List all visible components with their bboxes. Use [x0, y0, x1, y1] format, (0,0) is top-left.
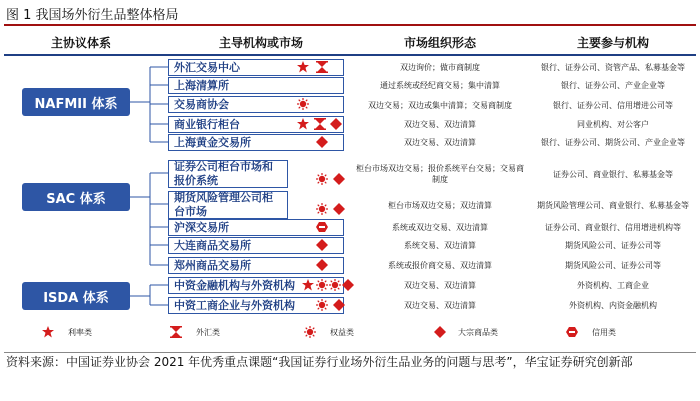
institution-label: 中资工商企业与外资机构	[174, 298, 295, 312]
institution-label: 郑州商品交易所	[174, 258, 251, 272]
legend-label-fx: 外汇类	[196, 328, 220, 337]
participants-sse-szse: 证券公司、商业银行、信用增进机构等	[545, 223, 681, 232]
legend-label-rate: 利率类	[68, 328, 92, 337]
institution-label: 沪深交易所	[174, 220, 229, 234]
hourglass-icon	[170, 326, 182, 338]
org-securities-otc: 柜台市场双边交易；报价系统平台交易；交易商制度	[356, 164, 524, 184]
participants-securities-otc: 证券公司、商业银行、私募基金等	[553, 169, 673, 179]
legend-label-commodity: 大宗商品类	[458, 328, 498, 337]
institution-label: 中资金融机构与外资机构	[174, 278, 295, 292]
system-nafmii: NAFMII 体系	[22, 88, 130, 116]
institution-label: 交易商协会	[174, 97, 229, 111]
header-institution: 主导机构或市场	[218, 36, 303, 50]
diamond-icon	[434, 326, 446, 338]
org-cn-corp-foreign: 双边交易、双边清算	[404, 301, 476, 310]
hexagon-icon	[566, 327, 578, 337]
participants-shclearing: 银行、证券公司、产业企业等	[561, 81, 665, 90]
org-shclearing: 通过系统或经纪商交易；集中清算	[380, 81, 500, 90]
star-icon	[42, 326, 54, 338]
sun-icon	[304, 326, 316, 338]
participants-nafmii: 银行、证券公司、信用增进公司等	[553, 100, 673, 110]
participants-czce: 期货风险公司、证券公司等	[565, 261, 661, 270]
source-rule	[4, 352, 696, 353]
org-cfets: 双边询价；做市商制度	[400, 63, 480, 72]
institution-label: 大连商品交易所	[174, 238, 251, 252]
system-isda: ISDA 体系	[22, 282, 130, 310]
institution-label: 期货风险管理公司柜台市场	[174, 191, 273, 218]
participants-sge: 银行、证券公司、期货公司、产业企业等	[541, 138, 685, 147]
institution-label: 上海黄金交易所	[174, 135, 251, 149]
org-nafmii: 双边交易；双边或集中清算；交易商制度	[368, 100, 512, 110]
org-sse-szse: 系统或双边交易、双边清算	[392, 223, 488, 232]
org-dce: 系统交易、双边清算	[404, 241, 476, 250]
header-participants: 主要参与机构	[576, 36, 649, 50]
participants-cn-fin-foreign: 外资机构、工商企业	[577, 281, 649, 290]
org-sge: 双边交易、双边清算	[404, 138, 476, 147]
institution-label: 证券公司柜台市场和报价系统	[174, 160, 273, 187]
participants-cn-corp-foreign: 外资机构、内资金融机构	[569, 301, 657, 310]
org-futures-otc: 柜台市场双边交易；双边清算	[388, 200, 492, 210]
header-main-agreement: 主协议体系	[50, 36, 111, 50]
org-czce: 系统或报价商交易、双边清算	[388, 261, 492, 270]
participants-bank-otc: 同业机构、对公客户	[577, 120, 649, 129]
system-sac: SAC 体系	[22, 183, 130, 211]
legend-label-equity: 权益类	[330, 328, 354, 337]
org-cn-fin-foreign: 双边交易、双边清算	[404, 281, 476, 290]
institution-label: 商业银行柜台	[174, 117, 240, 131]
header-market-org: 市场组织形态	[403, 36, 476, 50]
institution-label: 外汇交易中心	[174, 60, 240, 74]
participants-cfets: 银行、证券公司、资管产品、私募基金等	[541, 63, 685, 72]
participants-futures-otc: 期货风险管理公司、商业银行、私募基金等	[537, 200, 689, 210]
institution-label: 上海清算所	[174, 78, 229, 92]
legend-label-credit: 信用类	[592, 328, 616, 337]
source-note: 资料来源：中国证券业协会 2021 年优秀重点课题“我国证券行业场外衍生品业务的问题与思考”，华宝证券研究创新部	[6, 355, 633, 369]
figure-title: 图 1 我国场外衍生品整体格局	[6, 8, 179, 23]
participants-dce: 期货风险公司、证券公司等	[565, 241, 661, 250]
org-bank-otc: 双边交易、双边清算	[404, 120, 476, 129]
